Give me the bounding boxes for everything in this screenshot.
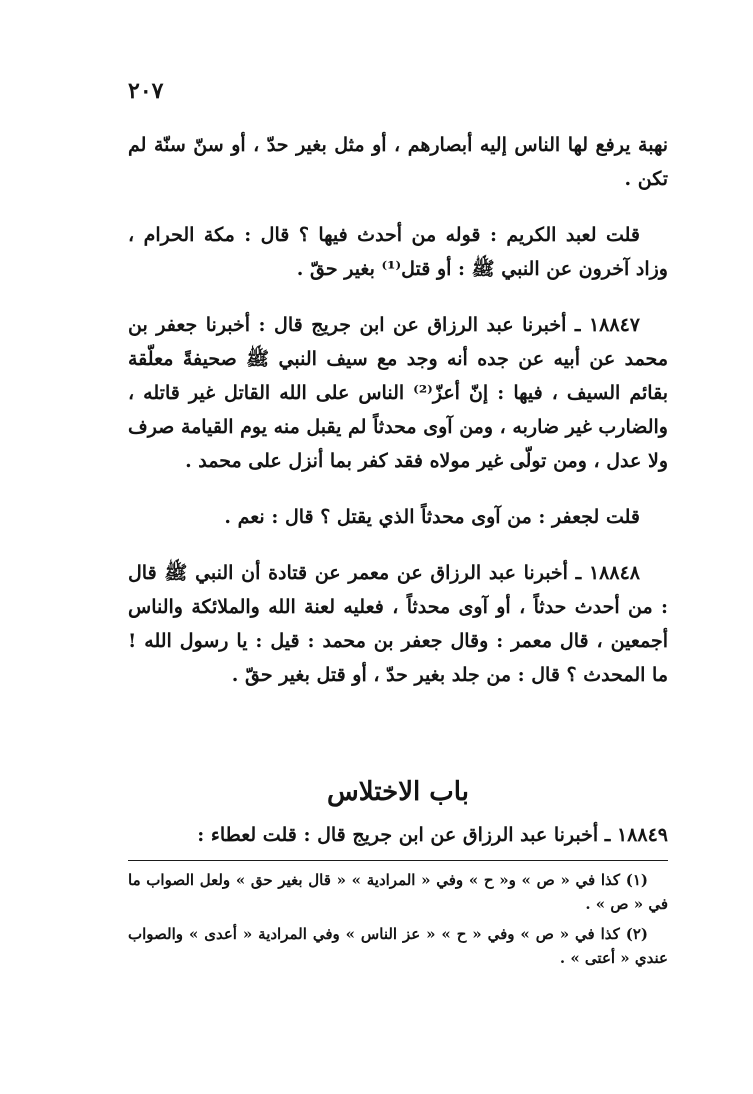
page-number: ٢٠٧ xyxy=(128,78,164,104)
paragraph-continuation: نهبة يرفع لها الناس إليه أبصارهم ، أو مثل بغير حدّ ، أو سنّ سنّة لم تكن . xyxy=(128,134,668,190)
hadith-18848: ١٨٨٤٨ ـ أخبرنا عبد الرزاق عن معمر عن قتادة أن النبي ﷺ قال : من أحدث حدثاً ، أو آوى محدثاً ، فعليه لعنة الله والملائكة والناس أجمعين ، قال معمر : وقال جعفر بن محمد : قيل : يا رسول الله ! ما المحدث ؟ قال : من جلد بغير حدّ ، أو قتل بغير حقّ . xyxy=(128,562,668,686)
footnote-divider xyxy=(128,860,668,861)
hadith-18847: ١٨٨٤٧ ـ أخبرنا عبد الرزاق عن ابن جريج قال : أخبرنا جعفر بن محمد عن أبيه عن جده أنه وجد مع سيف النبي ﷺ صحيفةً معلّقة بقائم السيف ، فيها : إنّ أعزّ⁽²⁾ الناس على الله القاتل غير قاتله ، والضارب غير ضاربه ، ومن آوى محدثاً لم يقبل منه يوم القيامة صرف ولا عدل ، ومن تولّى غير مولاه فقد كفر بما أنزل على محمد . xyxy=(128,314,668,472)
footnote-1: (١) كذا في « ص » و« ح » وفي « المرادية » « قال بغير حق » ولعل الصواب ما في « ص » . xyxy=(128,871,668,913)
footnote-2: (٢) كذا في « ص » وفي « ح » « عز الناس » وفي المرادية « أعدى » والصواب عندي « أعتى » . xyxy=(128,925,668,967)
footnotes xyxy=(128,868,668,976)
main-text xyxy=(128,128,668,692)
paragraph-note-jafar: قلت لجعفر : من آوى محدثاً الذي يقتل ؟ قال : نعم . xyxy=(224,506,640,528)
paragraph-note-abd-al-karim: قلت لعبد الكريم : قوله من أحدث فيها ؟ قال : مكة الحرام ، وزاد آخرون عن النبي ﷺ : أو قتل⁽¹⁾ بغير حقّ . xyxy=(128,224,668,280)
section-heading: باب الاختلاس xyxy=(327,777,469,807)
hadith-18849: ١٨٨٤٩ ـ أخبرنا عبد الرزاق عن ابن جريج قال : قلت لعطاء : xyxy=(197,824,668,846)
